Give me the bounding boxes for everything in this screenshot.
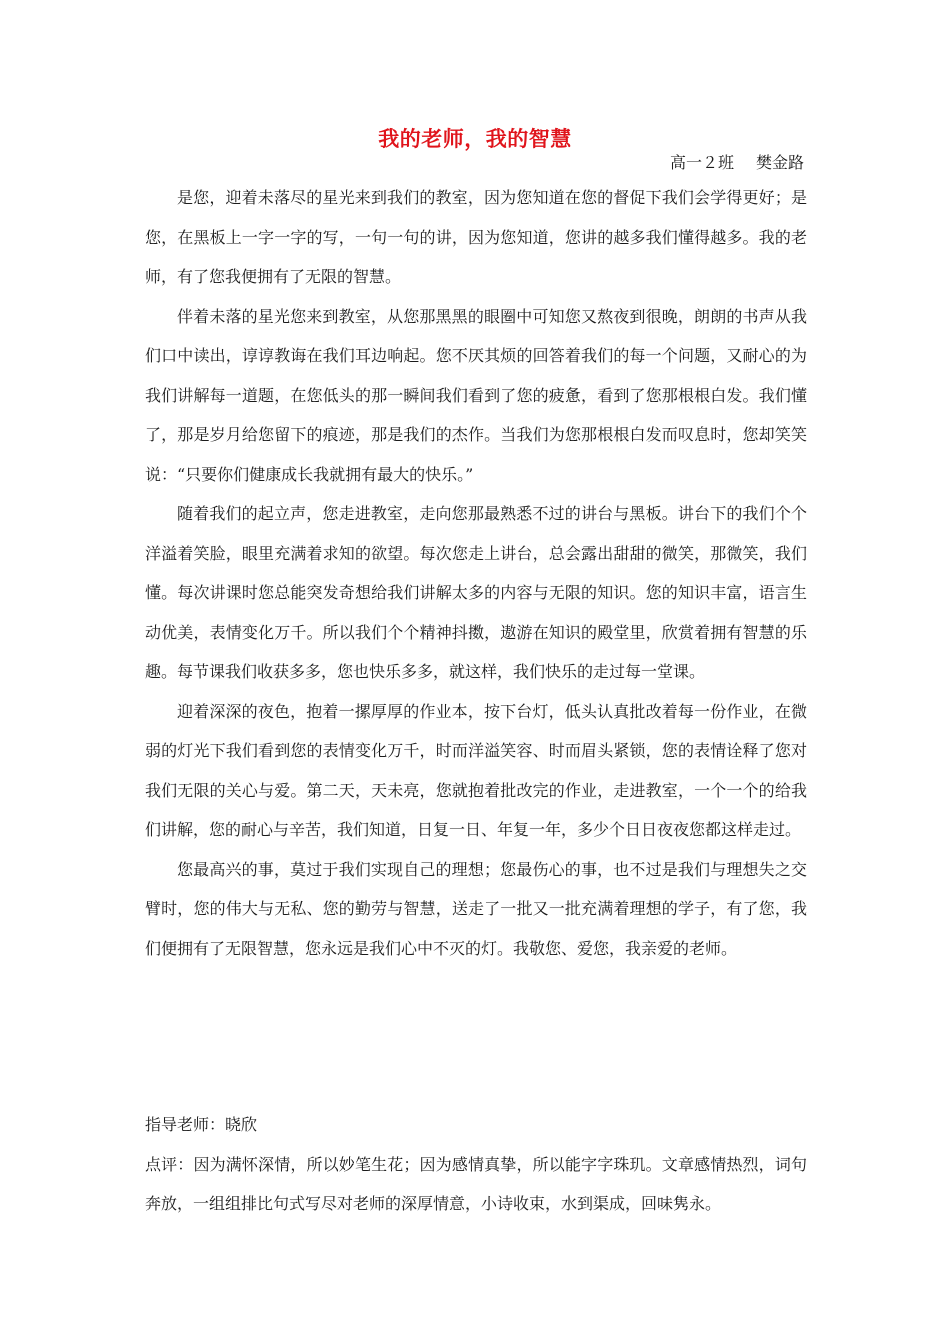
paragraph-2: 伴着未落的星光您来到教室，从您那黑黑的眼圈中可知您又熬夜到很晚，朗朗的书声从我们口中读出，谆谆教诲在我们耳边响起。您不厌其烦的回答着我们的每一个问题，又耐心的为我们讲解每一道题，在您低头的那一瞬间我们看到了您的疲惫，看到了您那根根白发。我们懂了，那是岁月给您留下的痕迹，那是我们的杰作。当我们为您那根根白发而叹息时，您却笑笑说：“只要你们健康成长我就拥有最大的快乐。” bbox=[145, 306, 807, 484]
comment-text: 点评：因为满怀深情，所以妙笔生花；因为感情真挚，所以能字字珠玑。文章感情热烈，词句奔放，一组组排比句式写尽对老师的深厚情意，小诗收束，水到渠成，回味隽永。 bbox=[145, 1154, 807, 1213]
author-class: 高一２班 bbox=[669, 153, 734, 172]
paragraph-5: 您最高兴的事，莫过于我们实现自己的理想；您最伤心的事，也不过是我们与理想失之交臂时，您的伟大与无私、您的勤劳与智慧，送走了一批又一批充满着理想的学子，有了您，我们便拥有了无限智慧，您永远是我们心中不灭的灯。我敬您、爱您，我亲爱的老师。 bbox=[145, 859, 807, 958]
author-name: 樊金路 bbox=[755, 153, 804, 172]
paragraph-4: 迎着深深的夜色，抱着一摞厚厚的作业本，按下台灯，低头认真批改着每一份作业，在微弱的灯光下我们看到您的表情变化万千，时而洋溢笑容、时而眉头紧锁，您的表情诠释了您对我们无限的关心与爱。第二天，天未亮，您就抱着批改完的作业，走进教室，一个一个的给我们讲解，您的耐心与辛苦，我们知道，日复一日、年复一年，多少个日日夜夜您都这样走过。 bbox=[145, 701, 807, 839]
advisor-note bbox=[145, 1105, 807, 1224]
essay-title: 我的老师，我的智慧 bbox=[378, 127, 572, 151]
paragraph-3: 随着我们的起立声，您走进教室，走向您那最熟悉不过的讲台与黑板。讲台下的我们个个洋溢着笑脸，眼里充满着求知的欲望。每次您走上讲台，总会露出甜甜的微笑，那微笑，我们懂。每次讲课时您总能突发奇想给我们讲解太多的内容与无限的知识。您的知识丰富，语言生动优美，表情变化万千。所以我们个个精神抖擞，遨游在知识的殿堂里，欣赏着拥有智慧的乐趣。每节课我们收获多多，您也快乐多多，就这样，我们快乐的走过每一堂课。 bbox=[145, 504, 807, 681]
advisor-line: 指导老师：晓欣 bbox=[145, 1115, 258, 1134]
paragraph-1: 是您，迎着未落尽的星光来到我们的教室，因为您知道在您的督促下我们会学得更好；是您，在黑板上一字一字的写，一句一句的讲，因为您知道，您讲的越多我们懂得越多。我的老师，有了您我便拥有了无限的智慧。 bbox=[145, 188, 807, 286]
essay-body bbox=[145, 178, 807, 968]
author-byline bbox=[670, 150, 804, 173]
